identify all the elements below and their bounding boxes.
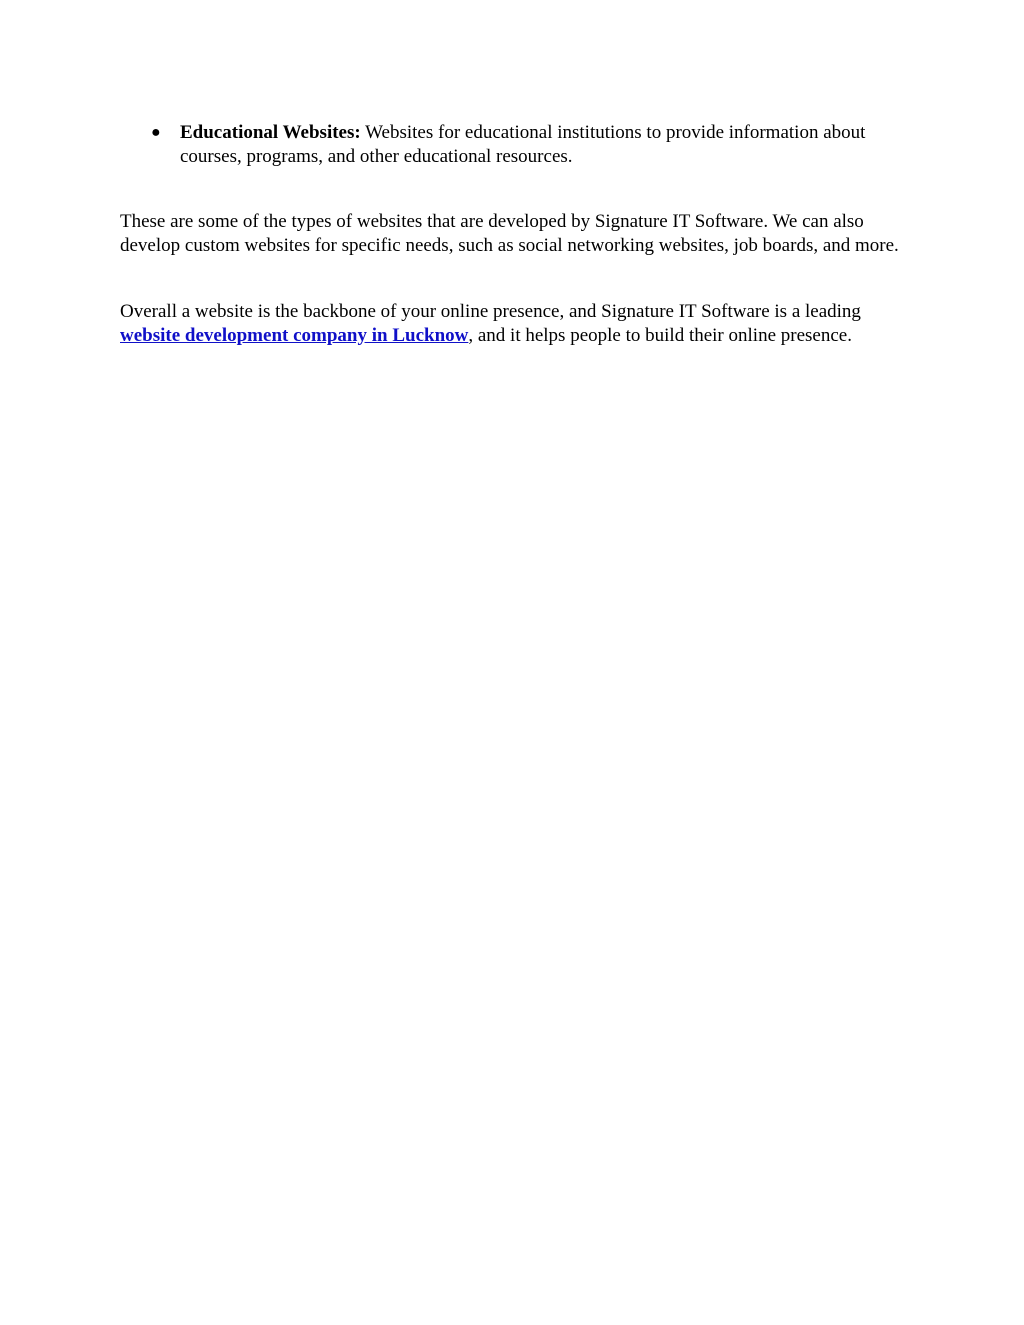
website-development-link[interactable]: website development company in Lucknow (120, 324, 469, 346)
list-item (120, 121, 910, 169)
bullet-icon: ● (151, 124, 161, 141)
paragraph-closing (120, 300, 910, 347)
bullet-text: Websites for educational institutions to provide information about courses, programs, and other educational resources. (180, 122, 866, 167)
paragraph-types-summary: These are some of the types of websites that are developed by Signature IT Software. We can also develop custom websites for specific needs, such as social networking websites, job boards, and more. (120, 211, 899, 256)
bullet-list (120, 121, 910, 169)
bullet-term: Educational Websites: (180, 122, 361, 143)
closing-text-before-link: Overall a website is the backbone of your online presence, and Signature IT Software is a leading (120, 301, 861, 322)
closing-text-after-link: , and it helps people to build their online presence. (468, 324, 852, 346)
